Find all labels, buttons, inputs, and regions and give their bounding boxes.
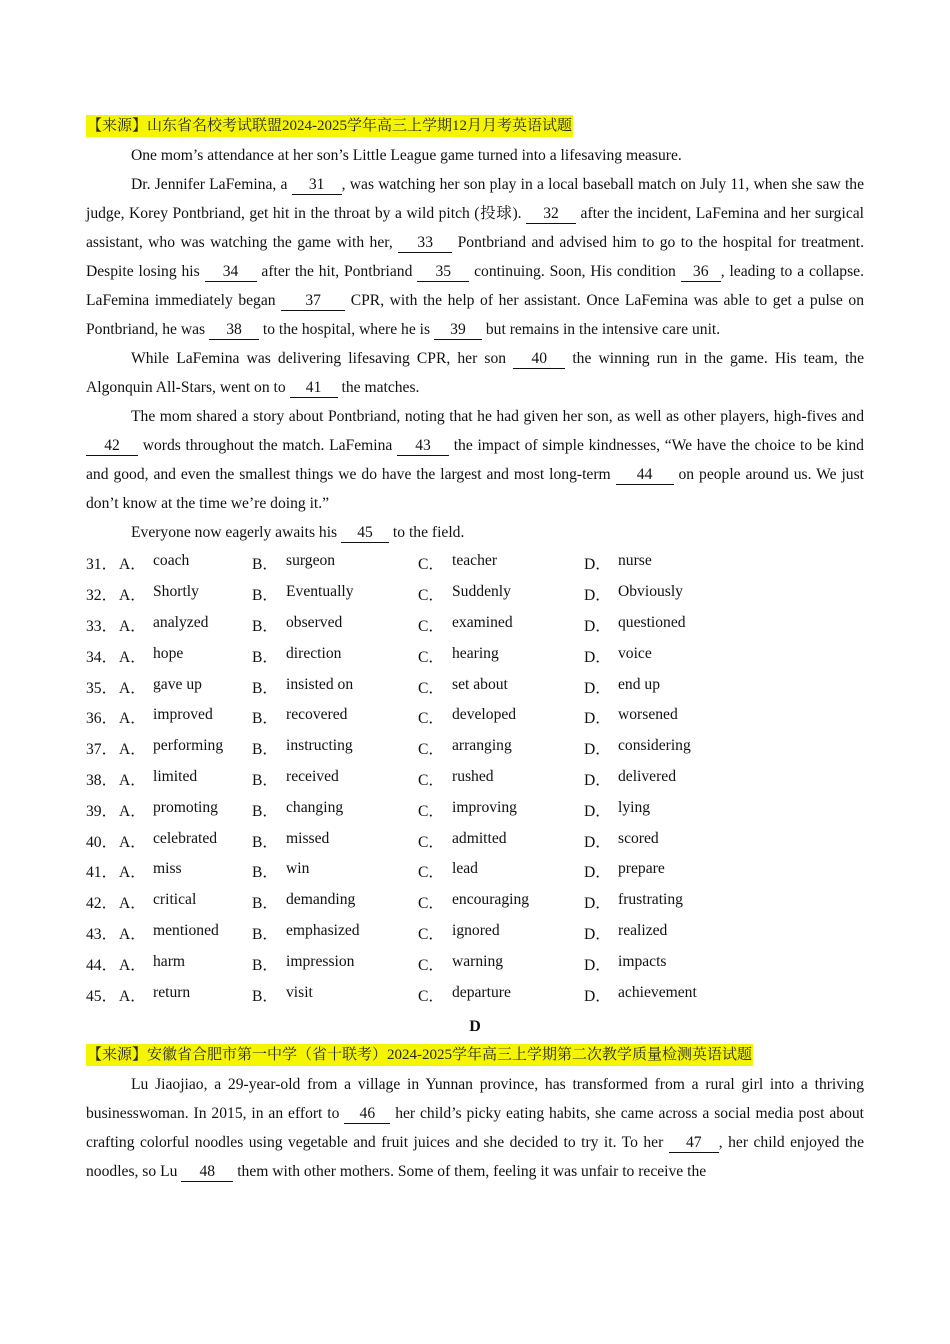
option-d (584, 737, 750, 759)
option-row (86, 610, 864, 641)
option-text: critical (153, 891, 197, 909)
option-b (252, 706, 418, 728)
option-d (584, 953, 750, 975)
option-text: set about (452, 675, 508, 693)
option-text: nurse (618, 552, 652, 570)
option-row (86, 979, 864, 1010)
option-letter: D． (584, 864, 611, 882)
option-b (252, 922, 418, 944)
option-text: direction (286, 644, 342, 662)
option-letter: B． (252, 617, 278, 635)
blank-45: 45 (341, 524, 389, 543)
option-d (584, 552, 750, 574)
option-letter: B． (252, 741, 278, 759)
option-text: Obviously (618, 583, 683, 601)
option-letter: B． (252, 710, 278, 728)
option-text: return (153, 983, 191, 1001)
option-text: teacher (452, 552, 498, 570)
option-d (584, 799, 750, 821)
option-c (418, 984, 584, 1006)
blank-35: 35 (417, 263, 469, 282)
text: but remains in the intensive care unit. (481, 321, 721, 338)
option-d (584, 676, 750, 698)
option-text: impression (286, 952, 355, 970)
option-letter: D． (584, 556, 611, 574)
option-text: departure (452, 983, 511, 1001)
option-d (584, 583, 750, 605)
option-text: emphasized (286, 921, 360, 939)
option-text: ignored (452, 921, 500, 939)
option-text: admitted (452, 829, 507, 847)
text: words throughout the match. LaFemina (138, 437, 398, 454)
question-number: 45． (86, 987, 118, 1005)
option-letter: A． (119, 556, 146, 574)
option-a (86, 860, 252, 882)
question-number: 41． (86, 864, 118, 882)
option-letter: C． (418, 956, 444, 974)
option-letter: A． (119, 987, 146, 1005)
option-text: miss (153, 860, 182, 878)
question-number: 38． (86, 771, 118, 789)
option-d (584, 706, 750, 728)
option-text: celebrated (153, 829, 218, 847)
option-b (252, 953, 418, 975)
option-letter: D． (584, 679, 611, 697)
option-letter: C． (418, 802, 444, 820)
option-text: arranging (452, 737, 512, 755)
option-letter: D． (584, 833, 611, 851)
option-letter: B． (252, 895, 278, 913)
option-b (252, 768, 418, 790)
option-c (418, 768, 584, 790)
option-c (418, 583, 584, 605)
text: them with other mothers. Some of them, feeling it was unfair to receive the (233, 1162, 707, 1180)
option-text: harm (153, 952, 186, 970)
option-row (86, 764, 864, 795)
option-text: gave up (153, 675, 202, 693)
option-d (584, 768, 750, 790)
option-a (86, 614, 252, 636)
option-letter: D． (584, 987, 611, 1005)
option-letter: A． (119, 741, 146, 759)
option-d (584, 984, 750, 1006)
option-letter: B． (252, 864, 278, 882)
question-number: 42． (86, 895, 118, 913)
option-letter: D． (584, 895, 611, 913)
option-letter: C． (418, 710, 444, 728)
option-text: end up (618, 675, 661, 693)
option-c (418, 552, 584, 574)
source-label-c: 【来源】山东省名校考试联盟2024-2025学年高三上学期12月月考英语试题 (86, 115, 573, 137)
option-letter: B． (252, 679, 278, 697)
option-text: worsened (618, 706, 678, 724)
option-text: frustrating (618, 891, 683, 909)
option-text: win (286, 860, 310, 878)
question-number: 35． (86, 679, 118, 697)
option-c (418, 922, 584, 944)
option-letter: C． (418, 648, 444, 666)
text: , her child enjoyed the noodles, so Lu (86, 1133, 864, 1180)
option-a (86, 922, 252, 944)
option-letter: B． (252, 925, 278, 943)
option-row (86, 794, 864, 825)
blank-31: 31 (292, 176, 342, 195)
option-b (252, 614, 418, 636)
blank-44: 44 (616, 466, 674, 485)
option-letter: B． (252, 556, 278, 574)
paragraph-2 (86, 170, 864, 344)
option-b (252, 645, 418, 667)
option-a (86, 891, 252, 913)
option-letter: B． (252, 956, 278, 974)
text: after the incident, LaFemina and her surgical assistant, who was watching the game with her, (86, 205, 864, 251)
option-letter: D． (584, 648, 611, 666)
option-b (252, 676, 418, 698)
option-text: achievement (618, 983, 697, 1001)
option-letter: B． (252, 587, 278, 605)
option-c (418, 799, 584, 821)
option-b (252, 830, 418, 852)
option-letter: A． (119, 833, 146, 851)
text: While LaFemina was delivering lifesaving CPR, her son (131, 350, 514, 367)
text: the matches. (337, 379, 420, 396)
option-letter: C． (418, 741, 444, 759)
option-letter: B． (252, 833, 278, 851)
option-letter: A． (119, 802, 146, 820)
option-text: Suddenly (452, 583, 511, 601)
option-c (418, 614, 584, 636)
text: Everyone now eagerly awaits his (131, 524, 342, 541)
option-text: warning (452, 952, 504, 970)
question-number: 33． (86, 617, 118, 635)
option-letter: A． (119, 679, 146, 697)
option-letter: A． (119, 648, 146, 666)
option-b (252, 737, 418, 759)
option-text: lying (618, 798, 651, 816)
option-d (584, 891, 750, 913)
text: after the hit, Pontbriand (256, 263, 418, 280)
text: The mom shared a story about Pontbriand, noting that he had given her son, as well as other players, high-fives and (131, 408, 864, 425)
option-row (86, 640, 864, 671)
option-a (86, 645, 252, 667)
question-number: 32． (86, 587, 118, 605)
option-text: realized (618, 921, 668, 939)
option-text: lead (452, 860, 478, 878)
text: Dr. Jennifer LaFemina, a (131, 176, 292, 193)
option-letter: D． (584, 802, 611, 820)
option-row (86, 825, 864, 856)
option-letter: C． (418, 895, 444, 913)
paragraph-d1 (86, 1070, 864, 1186)
option-a (86, 830, 252, 852)
text: the impact of simple kindnesses, “We have the choice to be kind and good, and even the smallest things we do have the largest and most long-term (86, 437, 864, 483)
option-b (252, 891, 418, 913)
blank-46: 46 (344, 1105, 390, 1124)
text: Pontbriand and advised him to go to the hospital for treatment. Despite losing his (86, 234, 865, 280)
option-text: coach (153, 552, 190, 570)
text: to the hospital, where he is (259, 321, 434, 338)
option-letter: B． (252, 987, 278, 1005)
option-c (418, 706, 584, 728)
option-text: instructing (286, 737, 353, 755)
blank-33: 33 (398, 234, 452, 253)
option-text: improving (452, 798, 517, 816)
option-letter: D． (584, 956, 611, 974)
option-d (584, 830, 750, 852)
option-text: analyzed (153, 613, 209, 631)
option-text: received (286, 767, 339, 785)
text: continuing. Soon, His condition (469, 263, 681, 280)
section-heading-d: D (469, 1017, 481, 1035)
question-number: 37． (86, 741, 118, 759)
option-c (418, 953, 584, 975)
option-row (86, 733, 864, 764)
paragraph-5 (86, 518, 864, 547)
text: Lu Jiaojiao, a 29-year-old from a village in Yunnan province, has transformed from a rural girl into a thriving businesswoman. In 2015, in an effort to (86, 1075, 864, 1122)
blank-42: 42 (86, 437, 138, 456)
paragraph-3 (86, 344, 864, 402)
option-c (418, 860, 584, 882)
option-a (86, 768, 252, 790)
question-number: 39． (86, 802, 118, 820)
option-letter: A． (119, 587, 146, 605)
text: to the field. (389, 524, 465, 541)
option-text: considering (618, 737, 691, 755)
option-text: changing (286, 798, 344, 816)
option-letter: C． (418, 556, 444, 574)
option-text: surgeon (286, 552, 336, 570)
option-d (584, 922, 750, 944)
option-letter: A． (119, 710, 146, 728)
answer-options (86, 548, 864, 1010)
option-letter: A． (119, 771, 146, 789)
blank-47: 47 (669, 1134, 719, 1153)
blank-48: 48 (181, 1163, 233, 1182)
source-label-d: 【来源】安徽省合肥市第一中学（省十联考）2024-2025学年高三上学期第二次教学质量检测英语试题 (86, 1044, 753, 1066)
option-a (86, 737, 252, 759)
option-text: scored (618, 829, 659, 847)
option-letter: D． (584, 617, 611, 635)
option-text: improved (153, 706, 213, 724)
option-letter: B． (252, 802, 278, 820)
blank-40: 40 (513, 350, 565, 369)
option-letter: A． (119, 956, 146, 974)
blank-34: 34 (205, 263, 257, 282)
option-a (86, 984, 252, 1006)
option-a (86, 706, 252, 728)
option-a (86, 552, 252, 574)
option-letter: A． (119, 864, 146, 882)
option-a (86, 799, 252, 821)
option-text: insisted on (286, 675, 354, 693)
question-number: 31． (86, 556, 118, 574)
exam-page (86, 112, 864, 1186)
question-number: 36． (86, 710, 118, 728)
option-letter: B． (252, 771, 278, 789)
option-b (252, 583, 418, 605)
option-text: Shortly (153, 583, 199, 601)
option-text: rushed (452, 767, 494, 785)
option-letter: C． (418, 679, 444, 697)
option-c (418, 891, 584, 913)
option-letter: C． (418, 987, 444, 1005)
option-b (252, 552, 418, 574)
option-c (418, 676, 584, 698)
option-c (418, 737, 584, 759)
option-text: prepare (618, 860, 665, 878)
option-text: demanding (286, 891, 356, 909)
option-row (86, 918, 864, 949)
option-text: hearing (452, 644, 499, 662)
option-letter: A． (119, 895, 146, 913)
option-b (252, 984, 418, 1006)
option-row (86, 856, 864, 887)
option-letter: C． (418, 617, 444, 635)
option-row (86, 579, 864, 610)
option-row (86, 887, 864, 918)
option-text: limited (153, 767, 198, 785)
option-text: encouraging (452, 891, 530, 909)
question-number: 44． (86, 956, 118, 974)
option-text: hope (153, 644, 184, 662)
blank-37: 37 (281, 292, 345, 311)
blank-43: 43 (397, 437, 449, 456)
option-letter: C． (418, 864, 444, 882)
option-text: developed (452, 706, 517, 724)
option-text: impacts (618, 952, 667, 970)
paragraph-4 (86, 402, 864, 518)
question-number: 34． (86, 648, 118, 666)
option-text: promoting (153, 798, 218, 816)
blank-32: 32 (526, 205, 576, 224)
option-text: questioned (618, 613, 686, 631)
option-d (584, 614, 750, 636)
option-text: Eventually (286, 583, 354, 601)
option-text: visit (286, 983, 313, 1001)
option-text: observed (286, 613, 343, 631)
blank-36: 36 (681, 263, 721, 282)
option-text: delivered (618, 767, 677, 785)
option-c (418, 830, 584, 852)
paragraph-intro: One mom’s attendance at her son’s Little League game turned into a lifesaving measure. (131, 147, 682, 164)
text: , was watching her son play in a local baseball match on July 11, when she saw the judge, Korey Pontbriand, get hit in the throat by a wild pitch (投球). (86, 176, 864, 222)
option-letter: D． (584, 710, 611, 728)
question-number: 40． (86, 833, 118, 851)
option-letter: A． (119, 617, 146, 635)
text: the winning run in the game. His team, the Algonquin All-Stars, went on to (86, 350, 864, 396)
option-a (86, 953, 252, 975)
question-number: 43． (86, 925, 118, 943)
option-text: mentioned (153, 921, 219, 939)
option-letter: B． (252, 648, 278, 666)
option-letter: D． (584, 741, 611, 759)
option-text: recovered (286, 706, 348, 724)
blank-39: 39 (434, 321, 482, 340)
option-b (252, 860, 418, 882)
option-letter: C． (418, 771, 444, 789)
option-text: voice (618, 644, 652, 662)
text: on people around us. We just don’t know at the time we’re doing it.” (86, 466, 864, 512)
option-letter: A． (119, 925, 146, 943)
option-c (418, 645, 584, 667)
option-d (584, 860, 750, 882)
option-d (584, 645, 750, 667)
blank-38: 38 (209, 321, 259, 340)
option-text: examined (452, 613, 513, 631)
option-letter: D． (584, 925, 611, 943)
option-row (86, 671, 864, 702)
text: , leading to a collapse. LaFemina immediately began (86, 263, 864, 309)
option-text: performing (153, 737, 224, 755)
option-row (86, 948, 864, 979)
option-text: missed (286, 829, 330, 847)
text: her child’s picky eating habits, she came across a social media post about crafting colorful noodles using vegetable and fruit juices and she decided to try it. To her (86, 1104, 864, 1151)
option-a (86, 583, 252, 605)
option-letter: D． (584, 587, 611, 605)
option-letter: C． (418, 833, 444, 851)
option-letter: C． (418, 925, 444, 943)
option-a (86, 676, 252, 698)
blank-41: 41 (290, 379, 338, 398)
option-b (252, 799, 418, 821)
option-letter: D． (584, 771, 611, 789)
option-row (86, 702, 864, 733)
text: CPR, with the help of her assistant. Once LaFemina was able to get a pulse on Pontbriand, he was (86, 292, 864, 338)
option-letter: C． (418, 587, 444, 605)
option-row (86, 548, 864, 579)
